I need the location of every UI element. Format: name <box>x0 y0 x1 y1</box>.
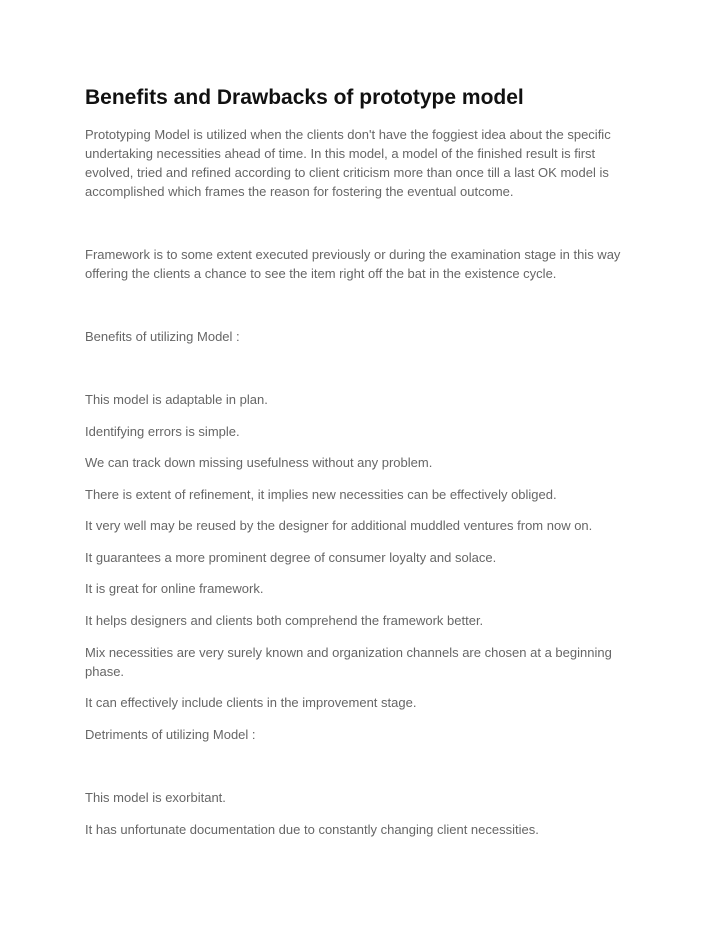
benefit-item: Identifying errors is simple. <box>85 424 240 439</box>
benefit-item: Mix necessities are very surely known and organization channels are chosen at a beginning phase. <box>85 645 612 679</box>
benefits-heading: Benefits of utilizing Model : <box>85 329 240 344</box>
detriments-heading: Detriments of utilizing Model : <box>85 727 256 742</box>
benefit-item: It can effectively include clients in the improvement stage. <box>85 695 417 710</box>
document-title: Benefits and Drawbacks of prototype model <box>85 86 524 109</box>
benefit-item: We can track down missing usefulness without any problem. <box>85 455 433 470</box>
benefit-item: It guarantees a more prominent degree of consumer loyalty and solace. <box>85 550 497 565</box>
benefit-item: It helps designers and clients both comprehend the framework better. <box>85 613 484 628</box>
benefit-item: This model is adaptable in plan. <box>85 392 268 407</box>
intro-paragraph: Prototyping Model is utilized when the clients don't have the foggiest idea about the specific undertaking necessities ahead of time. In this model, a model of the finished result is first evolved, tried and refined according to client criticism more than once till a last OK model is accomplished which frames the reason for fostering the eventual outcome. <box>85 127 611 199</box>
benefit-item: It very well may be reused by the designer for additional muddled ventures from now on. <box>85 518 593 533</box>
benefit-item: There is extent of refinement, it implies new necessities can be effectively obliged. <box>85 487 557 502</box>
detriment-item: It has unfortunate documentation due to constantly changing client necessities. <box>85 822 539 837</box>
benefit-item: It is great for online framework. <box>85 581 264 596</box>
detriment-item: This model is exorbitant. <box>85 790 226 805</box>
framework-paragraph: Framework is to some extent executed previously or during the examination stage in this way offering the clients a chance to see the item right off the bat in the existence cycle. <box>85 247 621 281</box>
